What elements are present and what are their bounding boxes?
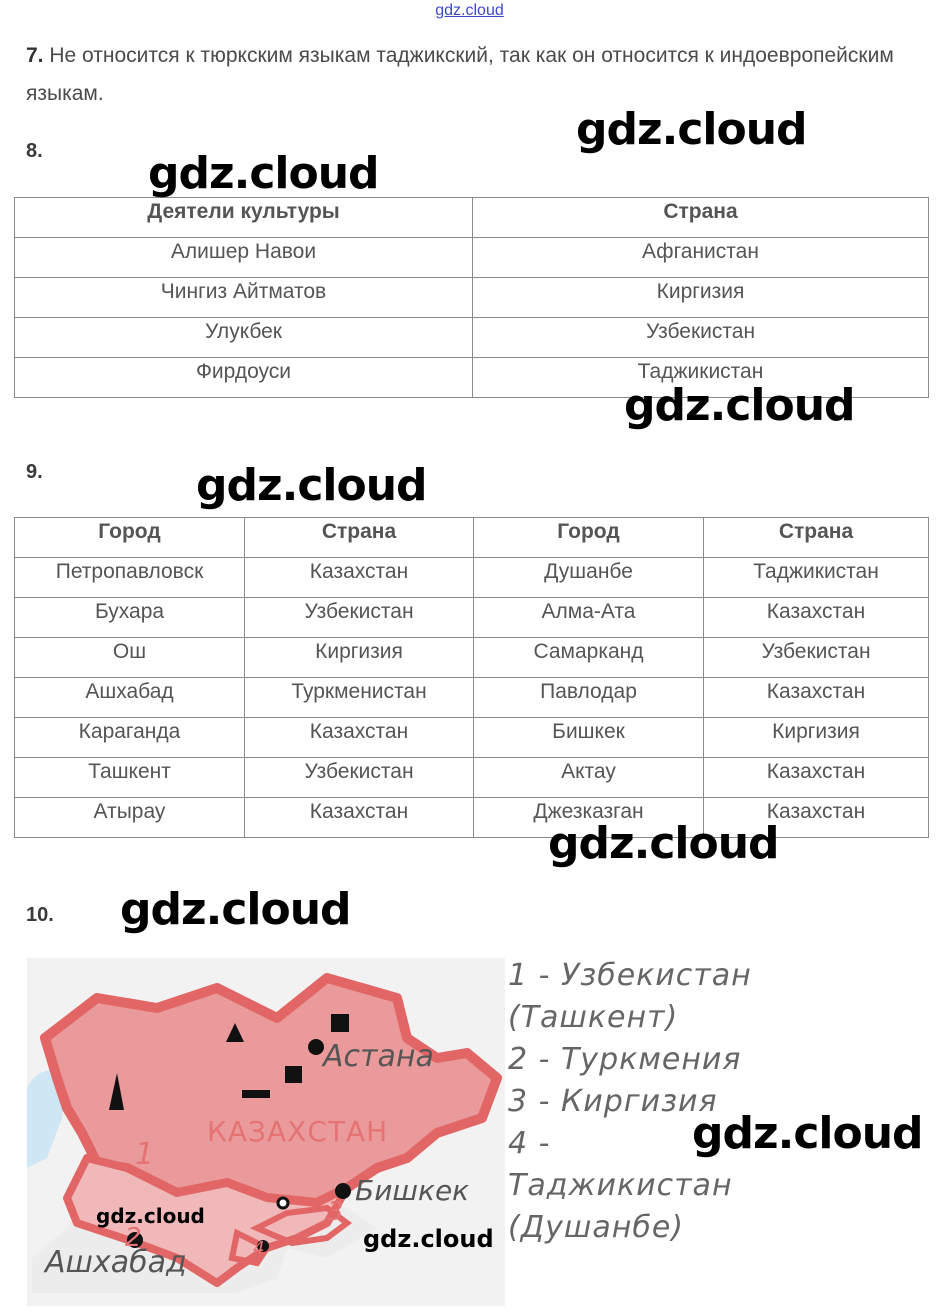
- table-header-row: [15, 198, 929, 238]
- table-cell: Узбекистан: [704, 638, 929, 678]
- tashkent-dot: [278, 1198, 288, 1208]
- map-marker-2: 2: [125, 1223, 142, 1253]
- table-cell: Казахстан: [245, 558, 474, 598]
- table-cell: Ташкент: [15, 758, 245, 798]
- watermark: gdz.cloud: [576, 104, 807, 155]
- map-label-astana: Астана: [323, 1039, 434, 1074]
- table-cell: Алма-Ата: [474, 598, 704, 638]
- table-row: [15, 598, 929, 638]
- legend-line: 4 -: [508, 1126, 551, 1161]
- watermark: gdz.cloud: [196, 460, 427, 511]
- q8-number: 8.: [26, 140, 43, 162]
- table-header-row: [15, 518, 929, 558]
- watermark: gdz.cloud: [120, 884, 351, 935]
- table-cell: Узбекистан: [245, 758, 474, 798]
- map-label-ashgabat: Ашхабад: [45, 1245, 187, 1280]
- table-cell: Киргизия: [473, 278, 929, 318]
- table-row: [15, 238, 929, 278]
- table-row: [15, 558, 929, 598]
- table-cell: Казахстан: [245, 718, 474, 758]
- table-cell: Казахстан: [704, 758, 929, 798]
- watermark: gdz.cloud: [96, 1204, 205, 1228]
- kazakhstan-map: [27, 958, 505, 1306]
- table-cell: Узбекистан: [473, 318, 929, 358]
- q7-text: Не относится к тюркским языкам таджикский, так как он относится к индоевропейским языкам.: [26, 44, 894, 105]
- watermark: gdz.cloud: [548, 818, 779, 869]
- table-cell: Киргизия: [245, 638, 474, 678]
- map-country-label: КАЗАХСТАН: [207, 1115, 389, 1148]
- table-cell: Караганда: [15, 718, 245, 758]
- map-legend: [508, 955, 752, 1249]
- q10-number: 10.: [26, 904, 54, 926]
- table-cell: Петропавловск: [15, 558, 245, 598]
- legend-line: (Ташкент): [508, 1000, 679, 1035]
- table-cell: Таджикистан: [704, 558, 929, 598]
- table-cell: Казахстан: [704, 598, 929, 638]
- table-cell: Фирдоуси: [15, 358, 473, 398]
- top-link[interactable]: gdz.cloud: [435, 2, 504, 19]
- map-label-bishkek: Бишкек: [355, 1174, 470, 1207]
- table-row: [15, 318, 929, 358]
- table-row: [15, 678, 929, 718]
- q9-header-city-1: Город: [15, 518, 245, 558]
- table-cell: Таджикистан: [473, 358, 929, 398]
- deposit-icon: [242, 1090, 270, 1098]
- table-cell: Казахстан: [704, 678, 929, 718]
- q9-header-country-2: Страна: [704, 518, 929, 558]
- watermark: gdz.cloud: [692, 1108, 923, 1159]
- map-marker-3: 3: [327, 1197, 344, 1227]
- table-cell: Улукбек: [15, 318, 473, 358]
- q9-number: 9.: [26, 461, 43, 483]
- table-cell: Казахстан: [245, 798, 474, 838]
- table-row: [15, 798, 929, 838]
- table-cell: Чингиз Айтматов: [15, 278, 473, 318]
- table-cell: Алишер Навои: [15, 238, 473, 278]
- watermark: gdz.cloud: [148, 148, 379, 199]
- table-cell: Афганистан: [473, 238, 929, 278]
- legend-line: 2 - Туркмения: [508, 1042, 742, 1077]
- q9-header-city-2: Город: [474, 518, 704, 558]
- table-cell: Бухара: [15, 598, 245, 638]
- deposit-icon: [285, 1066, 302, 1083]
- table-cell: Туркменистан: [245, 678, 474, 718]
- q9-table: [14, 517, 929, 838]
- q8-header-figure: Деятели культуры: [15, 198, 473, 238]
- table-cell: Ашхабад: [15, 678, 245, 718]
- table-cell: Киргизия: [704, 718, 929, 758]
- watermark: gdz.cloud: [363, 1225, 494, 1253]
- q8-table: [14, 197, 929, 398]
- watermark: gdz.cloud: [624, 380, 855, 431]
- table-cell: Павлодар: [474, 678, 704, 718]
- table-cell: Ош: [15, 638, 245, 678]
- table-row: [15, 758, 929, 798]
- table-cell: Бишкек: [474, 718, 704, 758]
- table-cell: Актау: [474, 758, 704, 798]
- table-row: [15, 278, 929, 318]
- table-row: [15, 718, 929, 758]
- q7-paragraph: [26, 37, 896, 113]
- q8-header-country: Страна: [473, 198, 929, 238]
- table-cell: Атырау: [15, 798, 245, 838]
- table-cell: Узбекистан: [245, 598, 474, 638]
- q9-header-country-1: Страна: [245, 518, 474, 558]
- table-cell: Душанбе: [474, 558, 704, 598]
- map-marker-1: 1: [135, 1137, 155, 1172]
- astana-dot: [308, 1039, 324, 1055]
- table-cell: Казахстан: [704, 798, 929, 838]
- legend-line: (Душанбе): [508, 1210, 685, 1245]
- legend-line: 3 - Киргизия: [508, 1084, 718, 1119]
- table-row: [15, 638, 929, 678]
- legend-line: Таджикистан: [508, 1168, 733, 1203]
- q7-number: 7.: [26, 44, 44, 67]
- deposit-icon: [331, 1014, 349, 1032]
- table-cell: Джезказган: [474, 798, 704, 838]
- map-marker-4: 4: [253, 1238, 265, 1259]
- table-cell: Самарканд: [474, 638, 704, 678]
- legend-line: 1 - Узбекистан: [508, 958, 752, 993]
